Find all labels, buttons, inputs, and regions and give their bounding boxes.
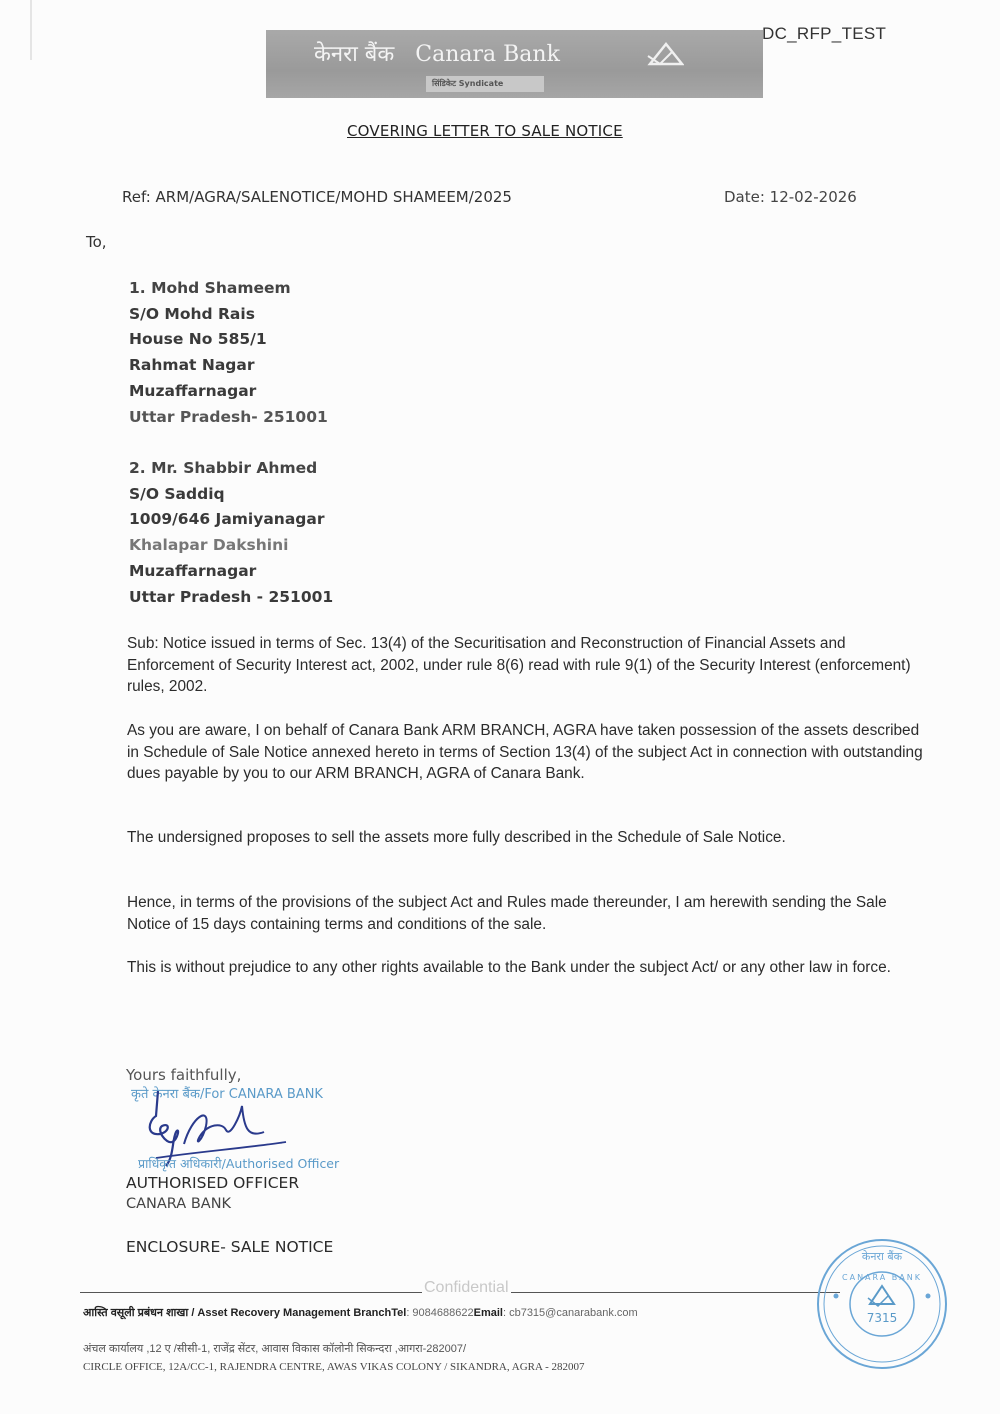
addressee-2 — [129, 456, 333, 610]
document-code: DC_RFP_TEST — [762, 24, 887, 43]
address-line: Khalapar Dakshini — [129, 536, 289, 555]
canara-triangle-logo-icon — [646, 42, 684, 68]
scan-edge-mark — [30, 0, 32, 60]
enclosure-note: ENCLOSURE- SALE NOTICE — [126, 1238, 334, 1256]
footer-branch-contact — [83, 1305, 638, 1320]
address-line: Uttar Pradesh - 251001 — [129, 587, 334, 606]
branch-name-hindi: आस्ति वसूली प्रबंधन शाखा — [83, 1307, 189, 1319]
subject-paragraph: Sub: Notice issued in terms of Sec. 13(4) of the Securitisation and Reconstruction of Financial Assets and Enforcement of Security Interest act, 2002, under rule 8(6) read with rule 9(1) of the Security Interest (enforcement) rules, 2002. — [127, 635, 911, 695]
address-line: 1. Mohd Shameem — [129, 279, 291, 297]
body-paragraph-sale-notice: Hence, in terms of the provisions of the subject Act and Rules made thereunder, I am herewith sending the Sale Notice of 15 days containing terms and conditions of the sale. — [127, 894, 887, 933]
body-paragraph-possession: As you are aware, I on behalf of Canara Bank ARM BRANCH, AGRA have taken possession of the assets described in Schedule of Sale Notice annexed hereto in terms of Section 13(4) of the subject Act in connection with outstanding dues payable by you to our ARM BRANCH, AGRA of Canara Bank. — [127, 722, 923, 782]
stamp-for-canara-bank: कृते केनरा बैंक/For CANARA BANK — [131, 1087, 323, 1102]
email-address: : cb7315@canarabank.com — [502, 1307, 638, 1319]
signatory-designation: AUTHORISED OFFICER — [126, 1174, 300, 1192]
address-line: S/O Mohd Rais — [129, 304, 255, 323]
address-line: Rahmat Nagar — [129, 356, 255, 375]
tel-number: : 9084688622 — [406, 1307, 474, 1319]
branch-name-english: / Asset Recovery Management Branch — [188, 1307, 392, 1319]
circle-office-hindi: अंचल कार्यालय ,12 ए /सीसी-1, राजेंद्र सेंटर, आवास विकास कॉलोनी सिकन्दरा ,आगरा-282007/ — [83, 1343, 467, 1355]
logo-hindi: केनरा बैंक — [314, 42, 395, 67]
letter-date: Date: 12-02-2026 — [724, 188, 857, 206]
address-line: Uttar Pradesh- 251001 — [129, 407, 328, 426]
closing: Yours faithfully, — [126, 1066, 242, 1084]
address-line: Muzaffarnagar — [129, 381, 257, 400]
canara-bank-logo-banner — [266, 30, 763, 98]
circle-office-english: CIRCLE OFFICE, 12A/CC-1, RAJENDRA CENTRE, AWAS VIKAS COLONY / SIKANDRA, AGRA - 282007 — [83, 1361, 585, 1373]
seal-ring-text: CANARA BANK — [842, 1273, 922, 1282]
address-line: S/O Saddiq — [129, 484, 225, 503]
salutation: To, — [86, 233, 107, 251]
branch-seal-stamp — [814, 1236, 950, 1372]
tel-label: Tel — [391, 1307, 407, 1319]
seal-top-text: केनरा बैंक — [861, 1250, 903, 1263]
addressee-1 — [129, 276, 328, 430]
stamp-authorised-officer: प्राधिकृत अधिकारी/Authorised Officer — [138, 1156, 340, 1171]
address-line: Muzaffarnagar — [129, 561, 257, 580]
reference-number: Ref: ARM/AGRA/SALENOTICE/MOHD SHAMEEM/2025 — [122, 188, 512, 206]
email-label: Email — [473, 1307, 503, 1319]
address-line: 2. Mr. Shabbir Ahmed — [129, 459, 318, 477]
letter-title: COVERING LETTER TO SALE NOTICE — [347, 122, 623, 140]
body-paragraph-prejudice: This is without prejudice to any other rights available to the Bank under the subject Act/ or any other law in force. — [127, 959, 891, 976]
confidential-watermark: Confidential — [424, 1279, 509, 1296]
logo-english: Canara Bank — [415, 42, 560, 67]
seal-branch-code: 7315 — [866, 1311, 898, 1325]
syndicate-badge: सिंडिकेट Syndicate — [426, 76, 544, 92]
signature-block — [126, 1066, 340, 1212]
address-line: House No 585/1 — [129, 330, 267, 349]
logo-text — [314, 38, 560, 68]
body-paragraph-sale-proposal: The undersigned proposes to sell the assets more fully described in the Schedule of Sale Notice. — [127, 829, 786, 846]
address-line: 1009/646 Jamiyanagar — [129, 510, 325, 529]
signatory-bank: CANARA BANK — [126, 1196, 232, 1212]
